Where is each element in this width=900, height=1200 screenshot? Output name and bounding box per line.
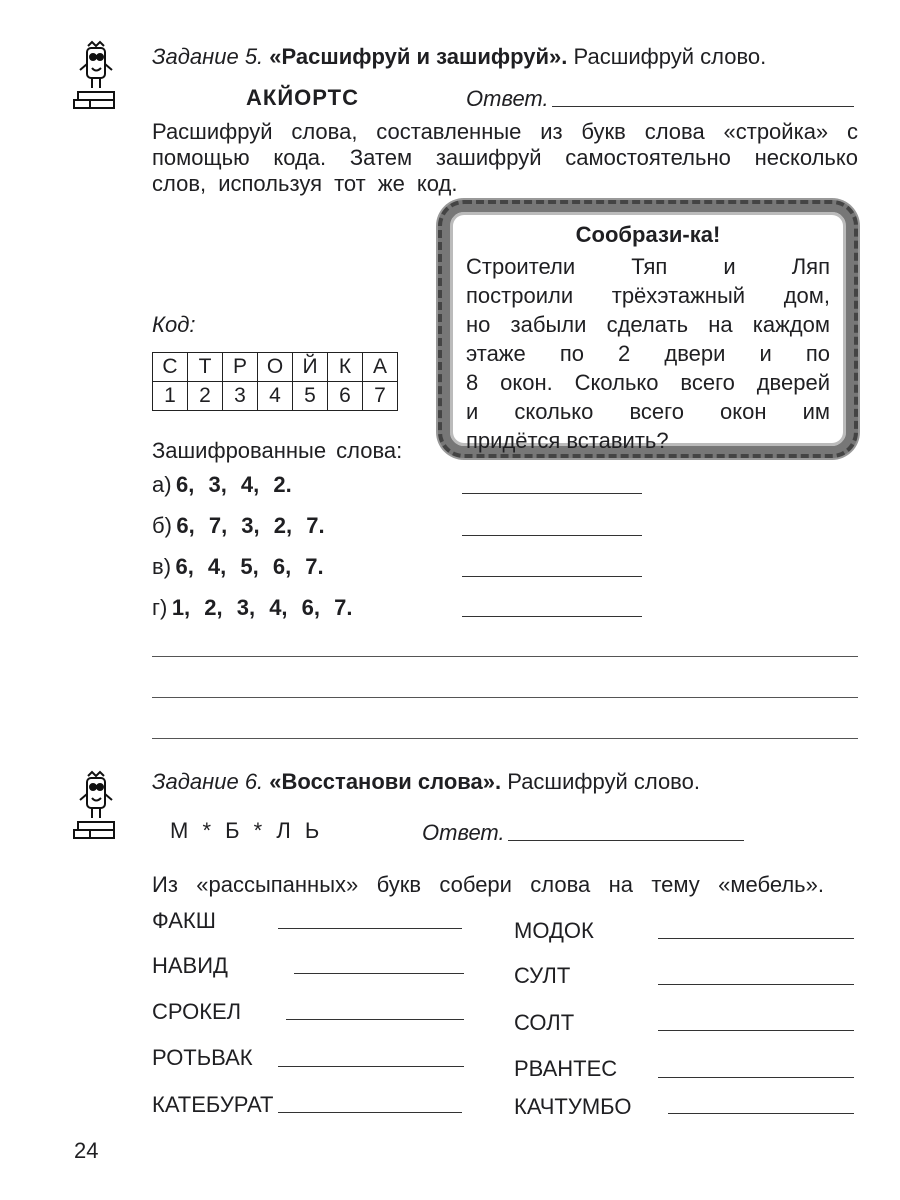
task5-header (152, 44, 766, 70)
item-code: 6, 3, 4, 2. (176, 472, 292, 497)
task6-label: Задание 6. (152, 769, 264, 794)
word-answer-line[interactable] (286, 1019, 464, 1020)
task5-title: «Расшифруй и зашифруй». (269, 44, 568, 69)
code-table (152, 352, 398, 411)
code-digit: 2 (188, 382, 223, 411)
puzzle-line: этаже по 2 двери и по (466, 341, 830, 366)
writing-line[interactable] (152, 697, 858, 698)
puzzle-line: придётся вставить? (466, 428, 669, 453)
task5-answer-label: Ответ. (466, 86, 549, 111)
task6-paragraph: Из «рассыпанных» букв собери слова на тему «мебель». (152, 872, 824, 897)
word-answer-line[interactable] (658, 984, 854, 985)
code-letter: Р (223, 353, 258, 382)
scrambled-word: СРОКЕЛ (152, 999, 242, 1024)
character-icon (72, 40, 120, 110)
word-answer-line[interactable] (278, 1112, 462, 1113)
item-answer-line[interactable] (462, 535, 642, 536)
item-answer-line[interactable] (462, 493, 642, 494)
scrambled-word: МОДОК (514, 918, 594, 943)
puzzle-line: Строители Тяп и Ляп (466, 254, 830, 279)
task6-title: «Восстанови слова». (269, 769, 502, 794)
code-digits-row (153, 382, 398, 411)
item-answer-line[interactable] (462, 576, 642, 577)
encoded-item (152, 595, 352, 621)
item-letter: в) (152, 554, 172, 579)
task5-paragraph (152, 119, 858, 197)
code-label: Код: (152, 312, 196, 337)
puzzle-text (466, 252, 830, 455)
task5-label: Задание 5. (152, 44, 264, 69)
encoded-item (152, 554, 324, 580)
scrambled-word: КАТЕБУРАТ (152, 1092, 274, 1117)
task6-header (152, 769, 700, 795)
word-answer-line[interactable] (278, 928, 462, 929)
item-letter: г) (152, 595, 168, 620)
code-letter: А (363, 353, 398, 382)
task5-answer-line[interactable] (552, 106, 854, 107)
scrambled-word: СОЛТ (514, 1010, 575, 1035)
character-icon (72, 770, 120, 840)
task6-answer-label: Ответ. (422, 820, 505, 845)
word-answer-line[interactable] (658, 938, 854, 939)
code-digit: 6 (328, 382, 363, 411)
word-answer-line[interactable] (658, 1077, 854, 1078)
puzzle-line: и сколько всего окон им (466, 399, 830, 424)
word-answer-line[interactable] (668, 1113, 854, 1114)
code-digit: 5 (293, 382, 328, 411)
code-letter: К (328, 353, 363, 382)
word-answer-line[interactable] (294, 973, 464, 974)
code-letter: Т (188, 353, 223, 382)
encoded-label: Зашифрованные слова: (152, 438, 403, 463)
code-letter: Й (293, 353, 328, 382)
task5-para-line: слов, используя тот же код. (152, 171, 458, 196)
code-digit: 4 (258, 382, 293, 411)
code-digit: 7 (363, 382, 398, 411)
code-digit: 1 (153, 382, 188, 411)
task5-instruction: Расшифруй слово. (573, 44, 767, 69)
scrambled-word: ФАКШ (152, 908, 216, 933)
puzzle-line: но забыли сделать на каждом (466, 312, 830, 337)
puzzle-title: Сообрази-ка! (575, 222, 721, 247)
task6-instruction: Расшифруй слово. (507, 769, 700, 794)
writing-line[interactable] (152, 656, 858, 657)
word-answer-line[interactable] (278, 1066, 464, 1067)
word-answer-line[interactable] (658, 1030, 854, 1031)
task5-para-line: помощью кода. Затем зашифруй самостоятельно несколько (152, 145, 858, 170)
scrambled-word: РОТЬВАК (152, 1045, 253, 1070)
writing-line[interactable] (152, 738, 858, 739)
scrambled-word: СУЛТ (514, 963, 571, 988)
code-letters-row (153, 353, 398, 382)
scrambled-word: НАВИД (152, 953, 228, 978)
task6-answer-line[interactable] (508, 840, 744, 841)
scrambled-word: РВАНТЕС (514, 1056, 618, 1081)
encoded-item (152, 472, 292, 498)
item-letter: б) (152, 513, 172, 538)
item-answer-line[interactable] (462, 616, 642, 617)
item-code: 1, 2, 3, 4, 6, 7. (171, 595, 353, 620)
item-code: 6, 7, 3, 2, 7. (176, 513, 325, 538)
task5-cipher-word: АКЙОРТС (246, 85, 359, 110)
puzzle-line: 8 окон. Сколько всего дверей (466, 370, 830, 395)
page-number: 24 (74, 1138, 99, 1163)
task6-cipher-word: М * Б * Л Ь (170, 818, 320, 843)
item-letter: а) (152, 472, 172, 497)
code-letter: С (153, 353, 188, 382)
puzzle-line: построили трёхэтажный дом, (466, 283, 830, 308)
task5-para-line: Расшифруй слова, составленные из букв слова «стройка» с (152, 119, 858, 144)
code-letter: О (258, 353, 293, 382)
puzzle-box (438, 200, 858, 458)
encoded-item (152, 513, 325, 539)
code-digit: 3 (223, 382, 258, 411)
scrambled-word: КАЧТУМБО (514, 1094, 632, 1119)
item-code: 6, 4, 5, 6, 7. (175, 554, 324, 579)
